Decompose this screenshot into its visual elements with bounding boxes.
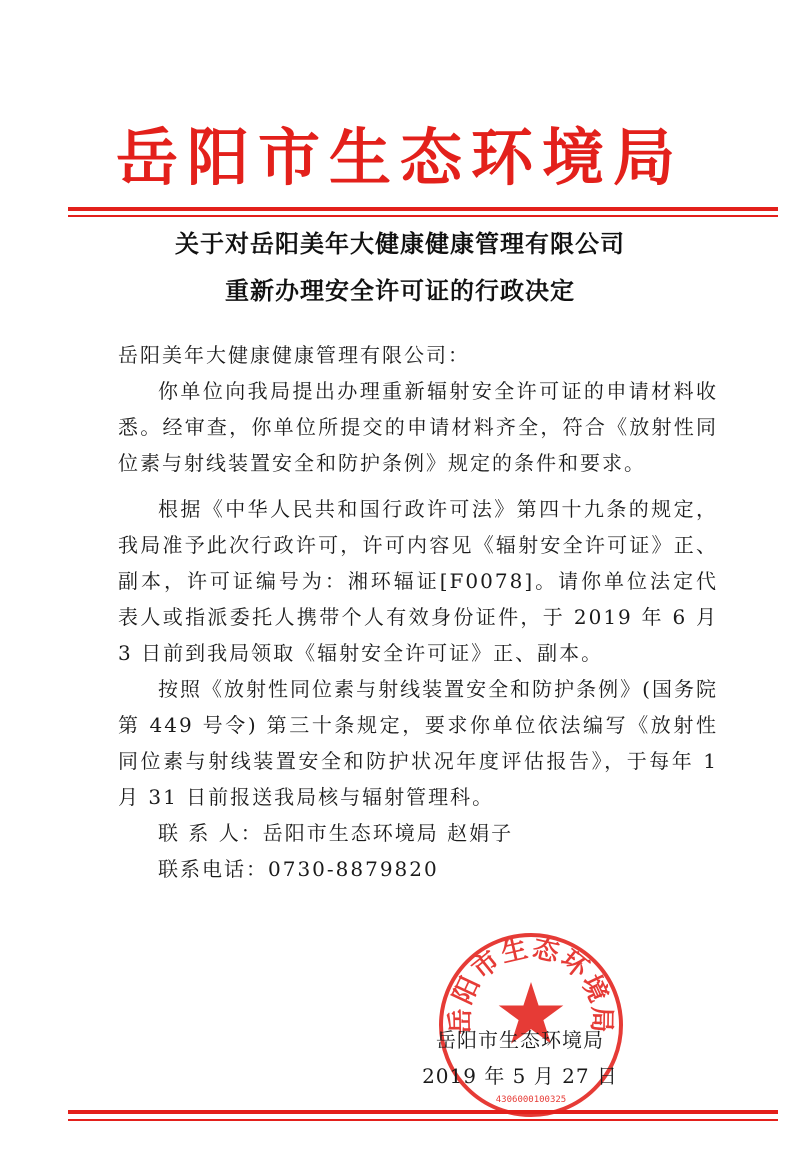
letterhead-title: 岳阳市生态环境局 [115,121,684,194]
signature-date: 2019 年 5 月 27 日 [422,1064,618,1088]
letterhead-rule-thick [68,207,778,211]
signature-block [420,1022,620,1094]
seal-name-text: 岳阳市生态环境局 [445,933,617,1035]
contact-person: 联 系 人：岳阳市生态环境局 赵娟子 [158,821,514,845]
document-title-line2: 重新办理安全许可证的行政决定 [225,277,575,305]
paragraph-2: 根据《中华人民共和国行政许可法》第四十九条的规定，我局准予此次行政许可，许可内容见《辐射安全许可证》正、副本，许可证编号为：湘环辐证[F0078]。请你单位法定代表人或指派委托人携带个人有效身份证件，于 2019 年 6 月 3 日前到我局领取《辐射安全许可证》正、副本。 [118,497,718,665]
seal-code-text: 4306000100325 [495,1095,567,1105]
addressee: 岳阳美年大健康健康管理有限公司： [118,343,470,367]
footer-rule-thick [68,1110,778,1114]
paragraph-1: 你单位向我局提出办理重新辐射安全许可证的申请材料收悉。经审查，你单位所提交的申请材料齐全，符合《放射性同位素与射线装置安全和防护条例》规定的条件和要求。 [118,379,718,475]
document-title-line1: 关于对岳阳美年大健康健康管理有限公司 [175,230,625,258]
contact-phone: 联系电话：0730-8879820 [158,857,439,881]
paragraph-3: 按照《放射性同位素与射线装置安全和防护条例》(国务院第 449 号令) 第三十条规定，要求你单位依法编写《放射性同位素与射线装置安全和防护状况年度评估报告》，于每年 1 月 31 日前报送我局核与辐射管理科。 [118,677,718,809]
document-body [118,337,718,887]
signature-org: 岳阳市生态环境局 [436,1028,604,1052]
footer-rule-thin [68,1119,778,1121]
letterhead-rule-thin [68,215,778,217]
